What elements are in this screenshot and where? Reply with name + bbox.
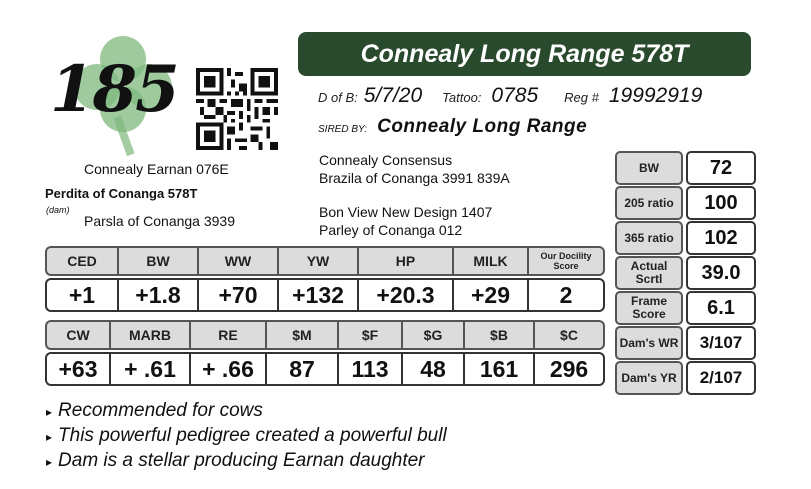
qr-code-icon xyxy=(196,68,278,150)
sired-by-line xyxy=(318,116,587,138)
epd-value: + .66 xyxy=(189,352,265,386)
dam-sire: Connealy Earnan 076E xyxy=(84,161,229,177)
epd-value: 296 xyxy=(533,352,605,386)
epd-header: WW xyxy=(197,246,277,276)
tattoo-label: Tattoo: xyxy=(442,90,482,105)
perf-value: 102 xyxy=(686,221,756,255)
dob-label: D of B: xyxy=(318,90,358,105)
epd-header: $B xyxy=(463,320,533,350)
epd-header: BW xyxy=(117,246,197,276)
epd-value: +63 xyxy=(45,352,109,386)
reg-value: 19992919 xyxy=(608,84,703,107)
reg-label: Reg # xyxy=(564,90,599,105)
note-text: Dam is a stellar producing Earnan daughter xyxy=(58,450,425,471)
epd-header: CED xyxy=(45,246,117,276)
epd-value: + .61 xyxy=(109,352,189,386)
epd-value: +1.8 xyxy=(117,278,197,312)
notes-list xyxy=(46,400,447,475)
bullet-icon: ▸ xyxy=(46,455,53,469)
dob-value: 5/7/20 xyxy=(363,84,423,107)
sire-dam: Brazila of Conanga 3991 839A xyxy=(319,170,510,186)
lot-badge xyxy=(44,30,184,160)
dam-tag: (dam) xyxy=(46,205,70,215)
epd-value: +29 xyxy=(452,278,527,312)
tattoo-value: 0785 xyxy=(491,84,539,107)
info-line xyxy=(318,84,702,108)
lot-number: 185 xyxy=(50,52,178,127)
epd-value: 113 xyxy=(337,352,401,386)
perf-value: 6.1 xyxy=(686,291,756,325)
dam-name: Perdita of Conanga 578T xyxy=(45,186,198,201)
epd-value: +20.3 xyxy=(357,278,452,312)
epd-table-2 xyxy=(45,320,605,386)
note-item xyxy=(46,450,447,475)
performance-table xyxy=(615,151,757,395)
epd-header: MILK xyxy=(452,246,527,276)
sire-name: Connealy Long Range xyxy=(377,116,588,137)
epd-header: MARB xyxy=(109,320,189,350)
dam-sire-2: Bon View New Design 1407 xyxy=(319,204,493,220)
sire-sire: Connealy Consensus xyxy=(319,152,453,168)
epd-header: $M xyxy=(265,320,337,350)
perf-value: 100 xyxy=(686,186,756,220)
epd-header: $G xyxy=(401,320,463,350)
epd-value: 2 xyxy=(527,278,605,312)
perf-label: Actual Scrtl xyxy=(615,256,683,290)
epd-value: +132 xyxy=(277,278,357,312)
perf-value: 3/107 xyxy=(686,326,756,360)
perf-label: Dam's YR xyxy=(615,361,683,395)
note-item xyxy=(46,400,447,425)
sired-by-label: SIRED BY: xyxy=(318,124,368,135)
epd-header: Our Docility Score xyxy=(527,246,605,276)
perf-label: Frame Score xyxy=(615,291,683,325)
epd-value: +1 xyxy=(45,278,117,312)
perf-value: 39.0 xyxy=(686,256,756,290)
epd-value: +70 xyxy=(197,278,277,312)
perf-label: 365 ratio xyxy=(615,221,683,255)
perf-value: 72 xyxy=(686,151,756,185)
perf-label: 205 ratio xyxy=(615,186,683,220)
epd-header: HP xyxy=(357,246,452,276)
bullet-icon: ▸ xyxy=(46,405,53,419)
dam-dam-2: Parley of Conanga 012 xyxy=(319,222,463,238)
epd-header: RE xyxy=(189,320,265,350)
bullet-icon: ▸ xyxy=(46,430,53,444)
epd-header: $C xyxy=(533,320,605,350)
perf-label: Dam's WR xyxy=(615,326,683,360)
note-text: Recommended for cows xyxy=(58,400,263,421)
dam-dam: Parsla of Conanga 3939 xyxy=(84,213,235,229)
epd-table-1 xyxy=(45,246,605,312)
epd-header: CW xyxy=(45,320,109,350)
note-item xyxy=(46,425,447,450)
epd-value: 48 xyxy=(401,352,463,386)
perf-label: BW xyxy=(615,151,683,185)
epd-value: 87 xyxy=(265,352,337,386)
epd-header: $F xyxy=(337,320,401,350)
note-text: This powerful pedigree created a powerful bull xyxy=(58,425,447,446)
perf-value: 2/107 xyxy=(686,361,756,395)
epd-value: 161 xyxy=(463,352,533,386)
animal-title: Connealy Long Range 578T xyxy=(298,32,751,76)
epd-header: YW xyxy=(277,246,357,276)
